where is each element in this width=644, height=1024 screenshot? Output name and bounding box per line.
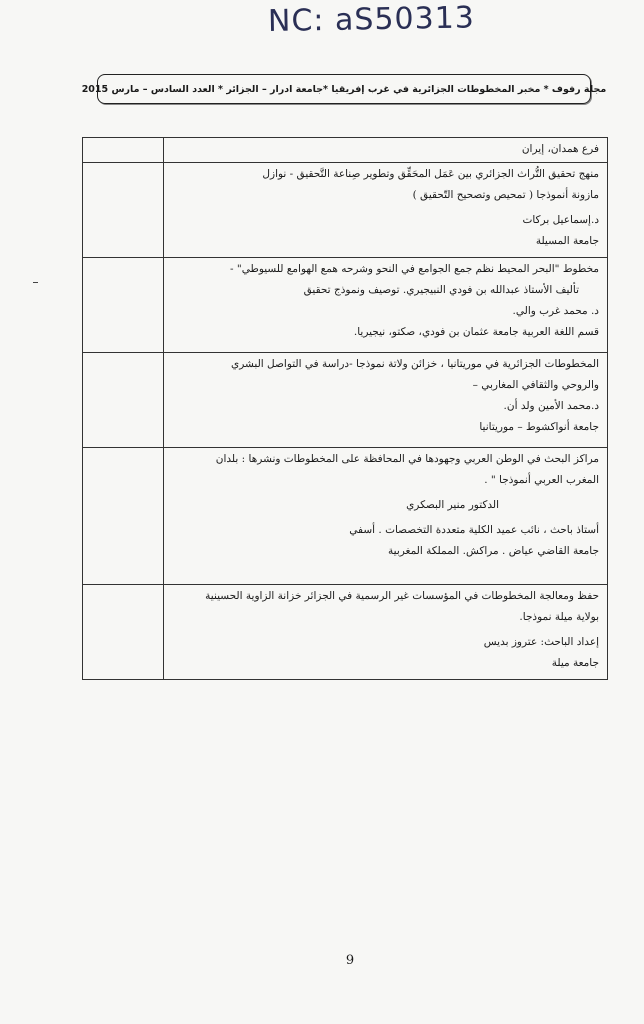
article-title: والروحي والثقافي المغاربي – [472, 379, 599, 391]
author-name: د. محمد غرب والي. [512, 305, 599, 317]
article-title: تأليف الأستاذ عبدالله بن فودي النبيجيري. توصيف ونموذج تحقيق [303, 284, 579, 296]
table-row [83, 353, 608, 448]
article-title: مراكز البحث في الوطن العربي وجهودها في المحافظة على المخطوطات ونشرها : بلدان [215, 453, 599, 465]
article-title: المخطوطات الجزائرية في موريتانيا ، خزائن ولاتة نموذجا -دراسة في التواصل البشري [231, 358, 599, 370]
row-content [164, 138, 608, 163]
author-name: د.محمد الأمين ولد أن. [503, 400, 599, 412]
row-content [164, 448, 608, 585]
author-affiliation: جامعة المسيلة [535, 235, 599, 247]
article-title: المغرب العربي أنموذجا " . [484, 474, 599, 486]
row-side-cell [83, 163, 164, 258]
row-content [164, 258, 608, 353]
author-affiliation: جامعة أنواكشوط – موريتانيا [479, 421, 599, 433]
row-side-cell [83, 138, 164, 163]
row-side-cell [83, 585, 164, 680]
author-affiliation: قسم اللغة العربية جامعة عثمان بن فودي، صكتو، نيجيريا. [353, 326, 599, 338]
table-row [83, 448, 608, 585]
table-row [83, 258, 608, 353]
article-title: حفظ ومعالجة المخطوطات في المؤسسات غير الرسمية في الجزائر خزانة الزاوية الحسينية [205, 590, 599, 602]
table-row [83, 585, 608, 680]
row-content [164, 353, 608, 448]
author-name: الدكتور منير البصكري [406, 499, 499, 511]
contents-table [82, 137, 608, 680]
journal-header-text: مجلة رفوف * مخبر المخطوطات الجزائرية في غرب إفريقيا *جامعة ادرار – الجزائر * العدد السادس – مارس 2015 [81, 83, 607, 95]
row-side-cell [83, 353, 164, 448]
table-row [83, 138, 608, 163]
article-title: منهج تحقيق التُّراث الجزائري بين عَمَل المحَقِّق وتطوير صِناعة التَّحقيق - نوازل [262, 168, 599, 180]
row-content [164, 163, 608, 258]
row-side-cell [83, 448, 164, 585]
author-affiliation: جامعة القاضي عياض . مراكش. المملكة المغربية [388, 545, 599, 557]
page-number: 9 [345, 953, 355, 968]
row-side-cell [83, 258, 164, 353]
article-title: بولاية ميلة نموذجا. [519, 611, 599, 623]
handwritten-call-number: NC: aS50313 [267, 0, 476, 40]
affiliation-line: فرع همدان، إيران [521, 143, 599, 155]
journal-header [81, 74, 607, 104]
margin-mark [33, 282, 38, 283]
author-name: د.إسماعيل بركات [522, 214, 599, 226]
article-title: مازونة أنموذجا ( تمحيص وتصحيح التّحقيق ) [412, 189, 599, 201]
author-position: أستاذ باحث ، نائب عميد الكلية متعددة التخصصات . أسفي [349, 524, 599, 536]
table-row [83, 163, 608, 258]
author-affiliation: جامعة ميلة [551, 657, 599, 669]
author-name: إعداد الباحث: عتروز بديس [483, 636, 599, 648]
article-title: مخطوط "البحر المحيط نظم جمع الجوامع في النحو وشرحه همع الهوامع للسيوطي" - [230, 263, 599, 275]
row-content [164, 585, 608, 680]
